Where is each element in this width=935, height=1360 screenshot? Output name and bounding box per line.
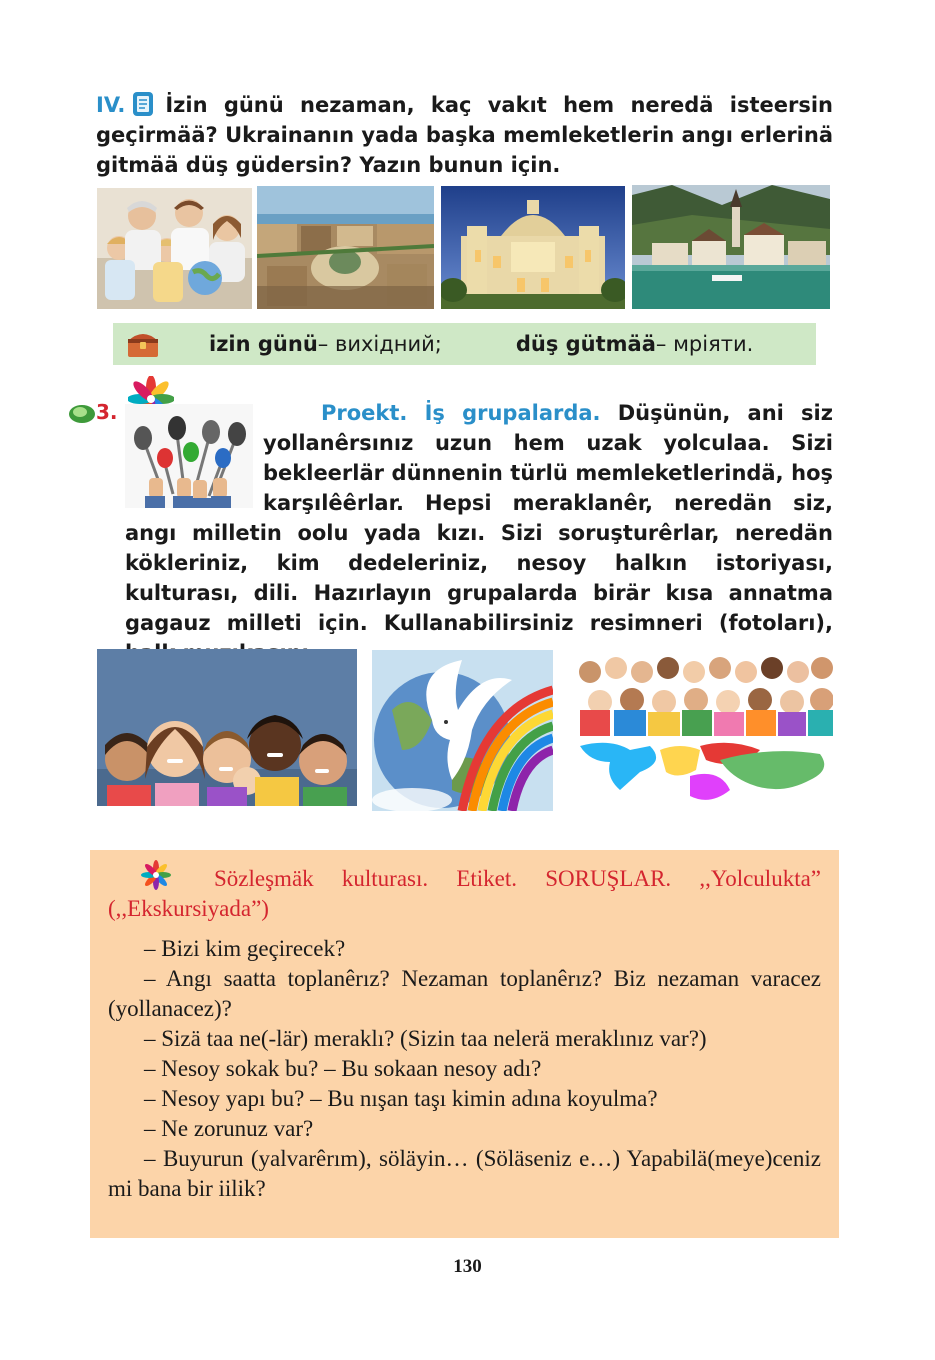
etiquette-title: Sözleşmäk kulturası. Etiket. SORUŞLAR. ,,Yolculukta” (,,Ekskursiyada”)	[108, 860, 821, 924]
microphones-picture	[125, 404, 253, 508]
children-world-map-photo	[570, 650, 833, 806]
task-number: IV.	[96, 93, 126, 117]
peace-dove-painting	[372, 650, 553, 811]
task-number: 3.	[96, 400, 118, 424]
city-aerial-photo	[257, 186, 434, 309]
project-heading: Proekt. İş grupalarda.	[321, 401, 601, 425]
notebook-icon	[131, 91, 155, 117]
family-photo	[97, 188, 252, 309]
treasure-chest-icon	[125, 329, 161, 359]
question-line: – Ne zorunuz var?	[144, 1116, 314, 1141]
task-iv-text: İzin günü nezaman, kaç vakıt hem neredä isteersin geçirmää? Ukrainanın yada başka memleketlerin angı erlerinä gitmää düş güdersin? Yazın bunun için.	[96, 93, 833, 177]
project-task	[125, 398, 833, 668]
page-number: 130	[453, 1256, 482, 1277]
task-iv	[96, 90, 833, 180]
flower-icon	[138, 860, 174, 890]
vocab-definition-1: – вихідний;	[317, 332, 442, 356]
vocab-term-1: izin günü	[209, 332, 318, 356]
green-pill-icon	[68, 404, 96, 424]
question-line: – Nesoy yapı bu? – Bu nışan taşı kimin adına koyulma?	[144, 1086, 658, 1111]
question-line: – Bizi kim geçirecek?	[144, 936, 346, 961]
question-line: – Angı saatta toplanêrız? Nezaman toplanêrız? Biz nezaman varacez (yollanacez)?	[108, 966, 821, 1021]
project-text: Düşünün, ani siz yollanêrsınız uzun hem uzak yolculaa. Sizi bekleerlär dünnenin türlü memleketlerindä, hoş karşılêêrlar. Hepsi meraklanêr, neredän siz, angı milletin oolu yada kızı. Sizi soruşturêrlar, neredän kökleriniz, kim dedeleriniz, nesoy halkın istoriyası, kulturası, dili. Hazırlayın grupalarda birär kısa annatma gagauz milleti için. Kullanabilirsiniz resimneri (fotoları),	[125, 401, 833, 635]
vocabulary-box	[113, 323, 816, 365]
question-line: – Sizä taa ne(-lär) meraklı? (Sizin taa nelerä meraklınız var?)	[144, 1026, 707, 1051]
question-line: – Buyurun (yalvarêrım), söläyin… (Söläseniz e…) Yapabilä(meye)ceniz mi bana bir iilik?	[108, 1146, 821, 1201]
etiquette-box	[90, 850, 839, 1238]
opera-theater-photo	[441, 186, 625, 309]
question-line: – Nesoy sokak bu? – Bu sokaan nesoy adı?	[144, 1056, 542, 1081]
lake-village-photo	[632, 185, 830, 309]
smiling-children-photo	[97, 649, 357, 806]
vocab-definition-2: – мріяти.	[655, 332, 754, 356]
vocab-term-2: düş gütmää	[515, 332, 656, 356]
